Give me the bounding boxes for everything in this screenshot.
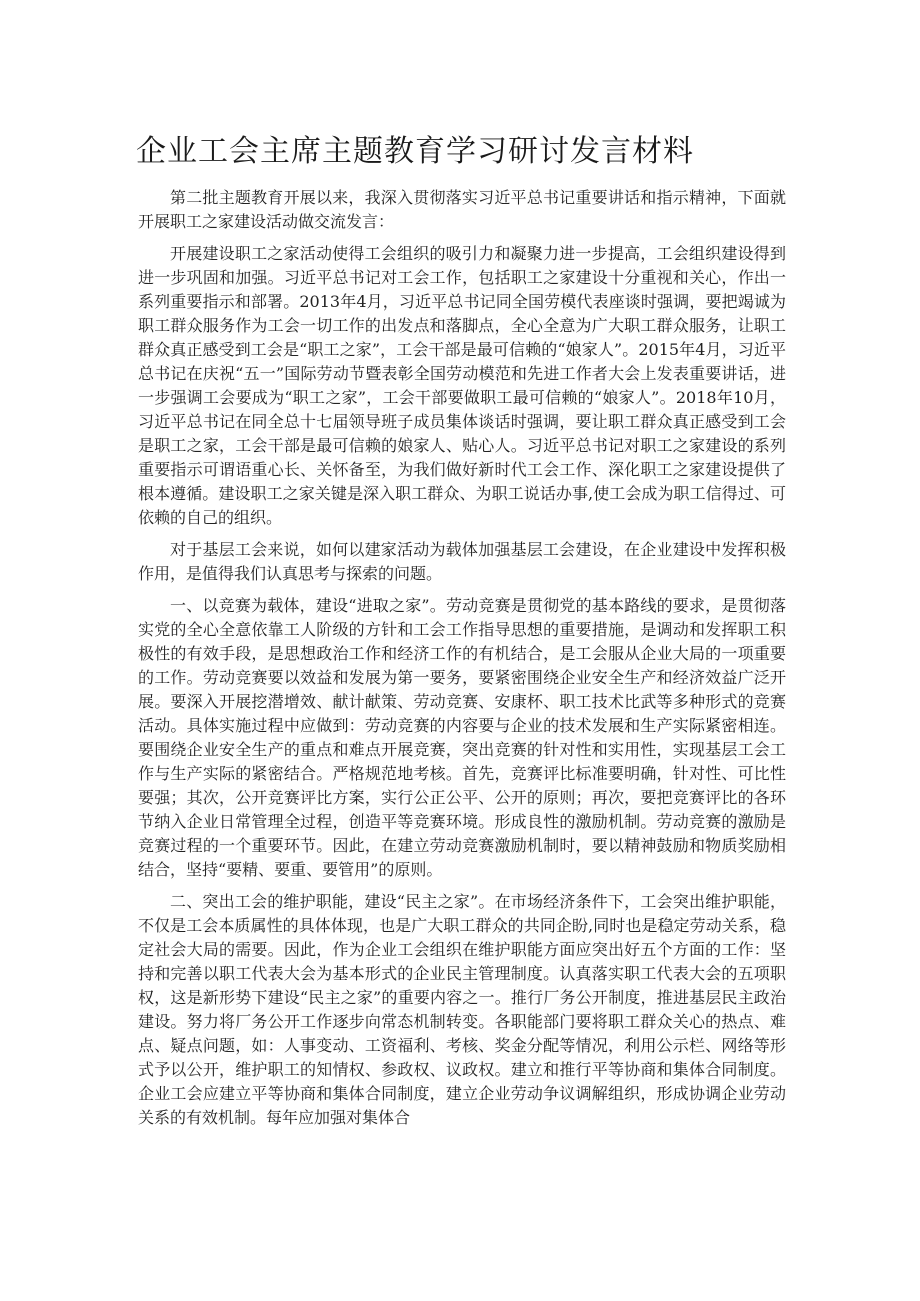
paragraph-grassroots-union: 对于基层工会来说，如何以建家活动为载体加强基层工会建设，在企业建设中发挥积极作用，是值得我们认真思考与探索的问题。 (138, 540, 786, 583)
document-title: 企业工会主席主题教育学习研讨发言材料 (136, 134, 694, 169)
paragraph-section-two: 二、突出工会的维护职能，建设“民主之家”。在市场经济条件下，工会突出维护职能，不仅是工会本质属性的具体体现，也是广大职工群众的共同企盼,同时也是稳定劳动关系，稳定社会大局的需要。因此，作为企业工会组织在维护职能方面应突出好五个方面的工作：坚持和完善以职工代表大会为基本形式的企业民主管理制度。认真落实职工代表大会的五项职权，这是新形势下建设“民主之家”的重要内容之一。推行厂务公开制度，推进基层民主政治建设。努力将厂务公开工作逐步向常态机制转变。各职能部门要将职工群众关心的热点、难点、疑点问题，如：人事变动、工资福利、考核、奖金分配等情况，利用公示栏、网络等形式予以公开，维护职工的知情权、参政权、议政权。建立和推行平等协商和集体合同制度。企业工会应建立平等协商和集体合同制度，建立企业劳动争议调解组织，形成协调企业劳动关系的有效机制。每年应加强对集体合 (138, 892, 786, 1127)
paragraph-workers-home: 开展建设职工之家活动使得工会组织的吸引力和凝聚力进一步提高，工会组织建设得到进一步巩固和加强。习近平总书记对工会工作，包括职工之家建设十分重视和关心，作出一系列重要指示和部署。2013年4月，习近平总书记同全国劳模代表座谈时强调，要把竭诚为职工群众服务作为工会一切工作的出发点和落脚点，全心全意为广大职工群众服务，让职工群众真正感受到工会是“职工之家”，工会干部是最可信赖的“娘家人”。2015年4月，习近平总书记在庆祝“五一”国际劳动节暨表彰全国劳动模范和先进工作者大会上发表重要讲话，进一步强调工会要成为“职工之家”，工会干部要做职工最可信赖的“娘家人”。2018年10月，习近平总书记在同全总十七届领导班子成员集体谈话时强调，要让职工群众真正感受到工会是职工之家，工会干部是最可信赖的娘家人、贴心人。习近平总书记对职工之家建设的系列重要指示可谓语重心长、关怀备至，为我们做好新时代工会工作、深化职工之家建设提供了根本遵循。建设职工之家关键是深入职工群众、为职工说话办事,使工会成为职工信得过、可依赖的自己的组织。 (138, 244, 786, 527)
paragraph-section-one: 一、以竞赛为载体，建设“进取之家”。劳动竞赛是贯彻党的基本路线的要求，是贯彻落实党的全心全意依靠工人阶级的方针和工会工作指导思想的重要措施，是调动和发挥职工积极性的有效手段，是思想政治工作和经济工作的有机结合，是工会服从企业大局的一项重要的工作。劳动竞赛要以效益和发展为第一要务，要紧密围绕企业安全生产和经济效益广泛开展。要深入开展挖潜增效、献计献策、劳动竞赛、安康杯、职工技术比武等多种形式的竞赛活动。具体实施过程中应做到：劳动竞赛的内容要与企业的技术发展和生产实际紧密相连。要围绕企业安全生产的重点和难点开展竞赛，突出竞赛的针对性和实用性，实现基层工会工作与生产实际的紧密结合。严格规范地考核。首先，竞赛评比标准要明确，针对性、可比性要强；其次，公开竞赛评比方案，实行公正公平、公开的原则；再次，要把竞赛评比的各环节纳入企业日常管理全过程，创造平等竞赛环境。形成良性的激励机制。劳动竞赛的激励是竞赛过程的一个重要环节。因此，在建立劳动竞赛激励机制时，要以精神鼓励和物质奖励相结合，坚持“要精、要重、要管用”的原则。 (138, 596, 786, 879)
paragraph-intro: 第二批主题教育开展以来，我深入贯彻落实习近平总书记重要讲话和指示精神，下面就开展职工之家建设活动做交流发言： (138, 188, 786, 231)
document-body (138, 186, 786, 1138)
